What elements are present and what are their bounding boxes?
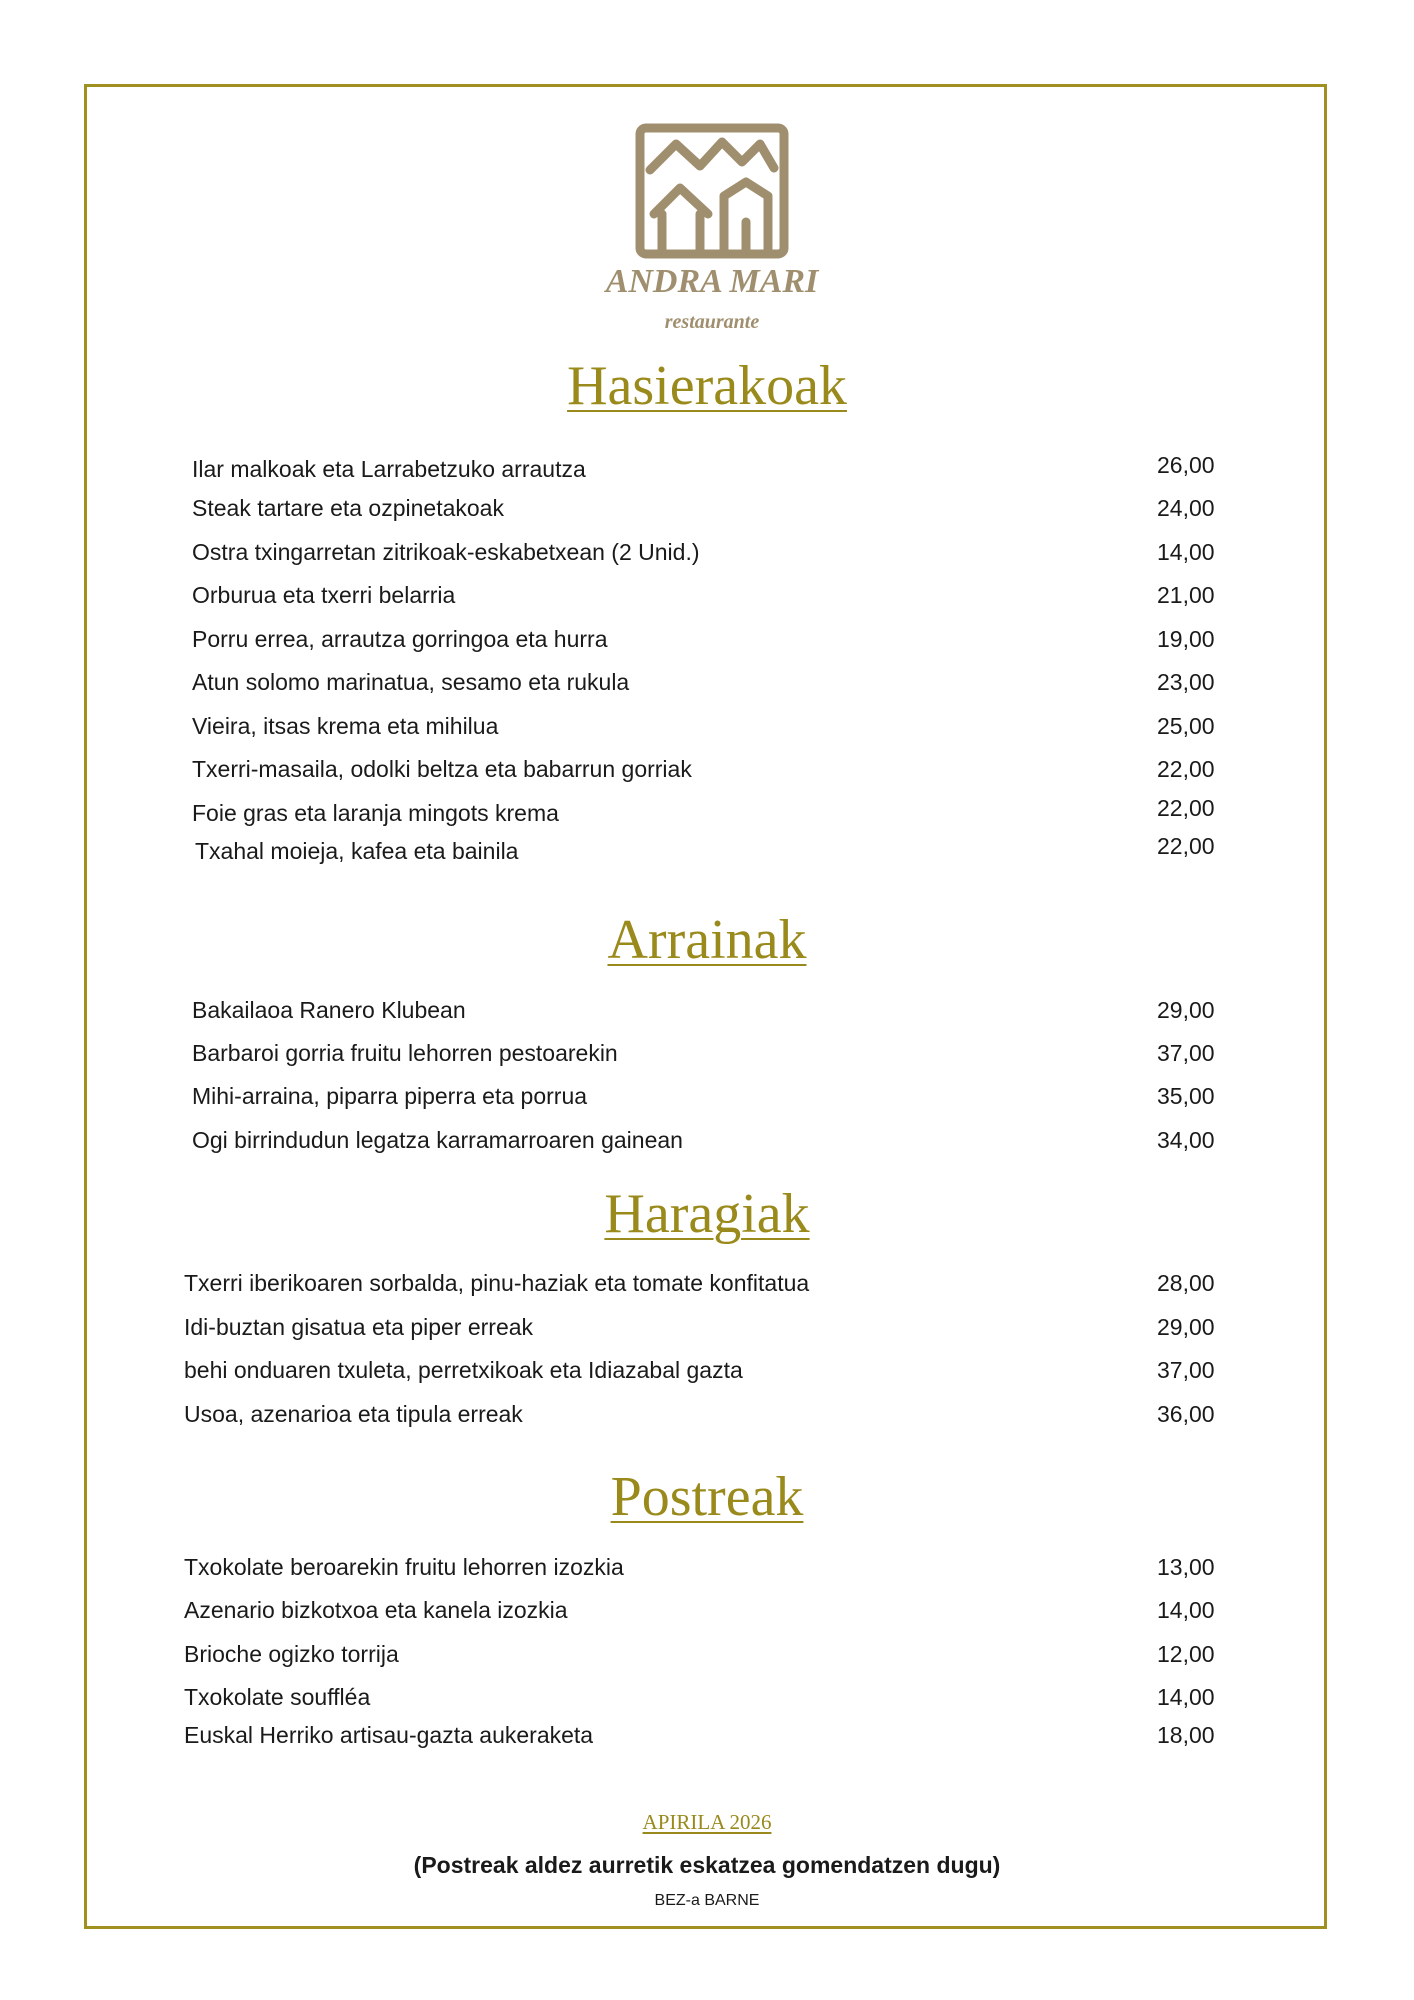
menu-item-price: 22,00 xyxy=(1157,756,1215,782)
menu-item-price: 28,00 xyxy=(1157,1270,1215,1296)
menu-item-price: 37,00 xyxy=(1157,1040,1215,1066)
menu-item-name: Txokolate beroarekin fruitu lehorren izozkia xyxy=(184,1554,624,1580)
menu-item-name: Usoa, azenarioa eta tipula erreak xyxy=(184,1401,523,1427)
menu-item-name: Azenario bizkotxoa eta kanela izozkia xyxy=(184,1597,568,1623)
menu-item-price: 25,00 xyxy=(1157,713,1215,739)
menu-item-name: Txokolate souffléa xyxy=(184,1684,371,1710)
menu-item-name: Ilar malkoak eta Larrabetzuko arrautza xyxy=(192,456,586,482)
menu-item-price: 37,00 xyxy=(1157,1357,1215,1383)
menu-item-name: Orburua eta txerri belarria xyxy=(192,582,456,608)
menu-item-price: 22,00 xyxy=(1157,833,1215,859)
section-title-hasierakoak: Hasierakoak xyxy=(567,355,847,417)
menu-item-price: 29,00 xyxy=(1157,997,1215,1023)
menu-item-name: behi onduaren txuleta, perretxikoak eta Idiazabal gazta xyxy=(184,1357,743,1383)
section-title-haragiak: Haragiak xyxy=(604,1183,810,1245)
menu-item-price: 13,00 xyxy=(1157,1554,1215,1580)
menu-item-name: Bakailaoa Ranero Klubean xyxy=(192,997,466,1023)
restaurant-logo xyxy=(596,118,828,338)
menu-item-name: Brioche ogizko torrija xyxy=(184,1641,399,1667)
menu-item-price: 26,00 xyxy=(1157,452,1215,478)
section-title-arrainak: Arrainak xyxy=(607,909,807,971)
menu-item-name: Steak tartare eta ozpinetakoak xyxy=(192,495,504,521)
menu-item-price: 29,00 xyxy=(1157,1314,1215,1340)
menu-item-price: 21,00 xyxy=(1157,582,1215,608)
menu-item-name: Txahal moieja, kafea eta bainila xyxy=(195,838,519,864)
menu-item-name: Idi-buztan gisatua eta piper erreak xyxy=(184,1314,534,1340)
logo-subtitle: restaurante xyxy=(664,311,760,333)
menu-item-price: 14,00 xyxy=(1157,1597,1215,1623)
menu-item-name: Ogi birrindudun legatza karramarroaren gainean xyxy=(192,1127,683,1153)
menu-item-name: Euskal Herriko artisau-gazta aukeraketa xyxy=(184,1722,594,1748)
menu-item-price: 34,00 xyxy=(1157,1127,1215,1153)
menu-item-name: Foie gras eta laranja mingots krema xyxy=(192,800,559,826)
menu-item-price: 14,00 xyxy=(1157,539,1215,565)
menu-date: APIRILA 2026 xyxy=(642,1810,772,1834)
logo-name: ANDRA MARI xyxy=(605,263,819,300)
menu-item-name: Porru errea, arrautza gorringoa eta hurra xyxy=(192,626,608,652)
section-title-postreak: Postreak xyxy=(610,1466,804,1528)
menu-item-name: Atun solomo marinatua, sesamo eta rukula xyxy=(192,669,630,695)
menu-item-price: 14,00 xyxy=(1157,1684,1215,1710)
menu-item-name: Vieira, itsas krema eta mihilua xyxy=(192,713,499,739)
menu-item-name: Txerri iberikoaren sorbalda, pinu-haziak eta tomate konfitatua xyxy=(184,1270,810,1296)
menu-item-price: 22,00 xyxy=(1157,795,1215,821)
menu-item-price: 19,00 xyxy=(1157,626,1215,652)
menu-item-price: 12,00 xyxy=(1157,1641,1215,1667)
tax-included-note: BEZ-a BARNE xyxy=(654,1892,760,1909)
menu-item-price: 24,00 xyxy=(1157,495,1215,521)
menu-item-price: 36,00 xyxy=(1157,1401,1215,1427)
menu-item-price: 23,00 xyxy=(1157,669,1215,695)
dessert-order-note: (Postreak aldez aurretik eskatzea gomendatzen dugu) xyxy=(413,1852,1001,1878)
menu-item-name: Txerri-masaila, odolki beltza eta babarrun gorriak xyxy=(192,756,692,782)
menu-item-price: 35,00 xyxy=(1157,1083,1215,1109)
menu-item-price: 18,00 xyxy=(1157,1722,1215,1748)
menu-item-name: Mihi-arraina, piparra piperra eta porrua xyxy=(192,1083,588,1109)
menu-item-name: Barbaroi gorria fruitu lehorren pestoarekin xyxy=(192,1040,618,1066)
menu-item-name: Ostra txingarretan zitrikoak-eskabetxean (2 Unid.) xyxy=(192,539,700,565)
